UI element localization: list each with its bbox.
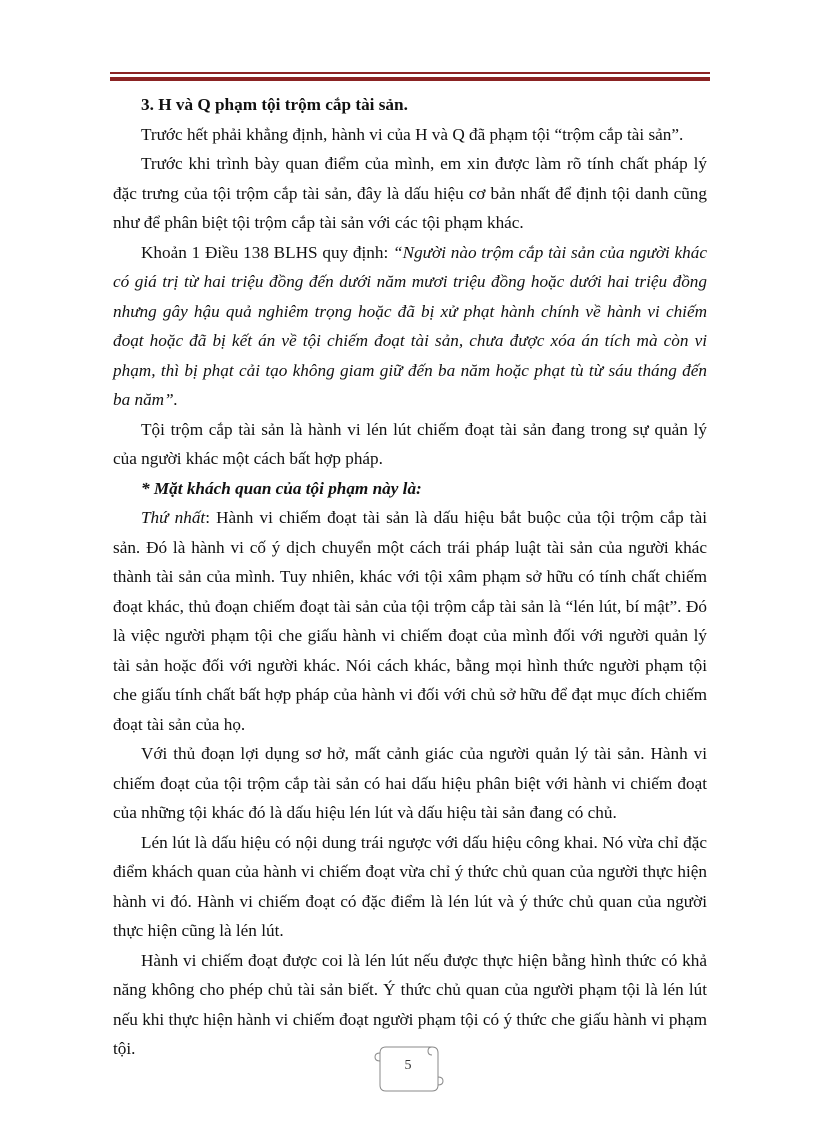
paragraph-8: Hành vi chiếm đoạt được coi là lén lút nếu được thực hiện bằng hình thức có khả năng không cho phép chủ tài sản biết. Ý thức chủ quan của người phạm tội là lén lút nếu khi thực hiện hành vi chiếm đoạt người phạm tội có ý thức che giấu hành vi phạm tội.: [113, 950, 707, 1058]
paragraph-1: Trước hết phải khẳng định, hành vi của H và Q đã phạm tội “trộm cắp tài sản”.: [141, 124, 684, 144]
header-rule-thick: [110, 77, 710, 81]
paragraph-3: [113, 238, 707, 415]
page-number: 5: [404, 1058, 412, 1073]
paragraph-5: [113, 503, 707, 739]
paragraph-6: Với thủ đoạn lợi dụng sơ hở, mất cảnh giác của người quản lý tài sản. Hành vi chiếm đoạt của tội trộm cắp tài sản có hai dấu hiệu phân biệt với hành vi chiếm đoạt của những tội khác đó là dấu hiệu lén lút và dấu hiệu tài sản đang có chủ.: [113, 744, 707, 822]
document-body: [113, 90, 707, 1064]
section-heading: 3. H và Q phạm tội trộm cắp tài sản.: [141, 95, 408, 114]
paragraph-7: Lén lút là dấu hiệu có nội dung trái ngược với dấu hiệu công khai. Nó vừa chỉ đặc điểm khách quan của hành vi chiếm đoạt vừa chỉ ý thức chủ quan của người thực hiện hành vi đó. Hành vi chiếm đoạt có đặc điểm là lén lút và ý thức chủ quan của người thực hiện cũng là lén lút.: [113, 832, 707, 940]
paragraph-5-lead: Thứ nhất: [141, 508, 206, 527]
paragraph-2: Trước khi trình bày quan điểm của mình, em xin được làm rõ tính chất pháp lý đặc trưng của tội trộm cắp tài sản, đây là dấu hiệu cơ bản nhất để định tội danh cũng như để phân biệt tội trộm cắp tài sản với các tội phạm khác.: [113, 154, 707, 232]
legal-quote: “Người nào trộm cắp tài sản của người khác có giá trị từ hai triệu đồng đến dưới năm mươi triệu đồng hoặc dưới hai triệu đồng nhưng gây hậu quả nghiêm trọng hoặc đã bị xử phạt hành chính về hành vi chiếm đoạt hoặc đã bị kết án về tội chiếm đoạt tài sản, chưa được xóa án tích mà còn vi phạm, thì bị phạt cải tạo không giam giữ đến ba năm hoặc phạt tù từ sáu tháng đến ba năm”.: [113, 242, 707, 409]
paragraph-4: Tội trộm cắp tài sản là hành vi lén lút chiếm đoạt tài sản đang trong sự quản lý của người khác một cách bất hợp pháp.: [113, 419, 707, 468]
subheading: * Mặt khách quan của tội phạm này là:: [141, 478, 422, 498]
header-rule-thin: [110, 72, 710, 74]
paragraph-5-text: : Hành vi chiếm đoạt tài sản là dấu hiệu bắt buộc của tội trộm cắp tài sản. Đó là hành vi cố ý dịch chuyển một cách trái pháp luật tài sản của người khác thành tài sản của mình. Tuy nhiên, khác với tội xâm phạm sở hữu có tính chất chiếm đoạt khác, thủ đoạn chiếm đoạt tài sản của tội trộm cắp tài sản là “lén lút, bí mật”. Đó là việc người phạm tội che giấu hành vi chiếm đoạt của mình đối với người quản lý tài sản hoặc đối với người khác. Nói cách khác, bằng mọi hình thức người phạm tội che giấu tính chất bất hợp pháp của hành vi đối với chủ sở hữu để đạt mục đích chiếm đoạt tài sản của họ.: [113, 508, 707, 734]
paragraph-3-lead: Khoản 1 Điều 138 BLHS quy định:: [141, 242, 394, 262]
